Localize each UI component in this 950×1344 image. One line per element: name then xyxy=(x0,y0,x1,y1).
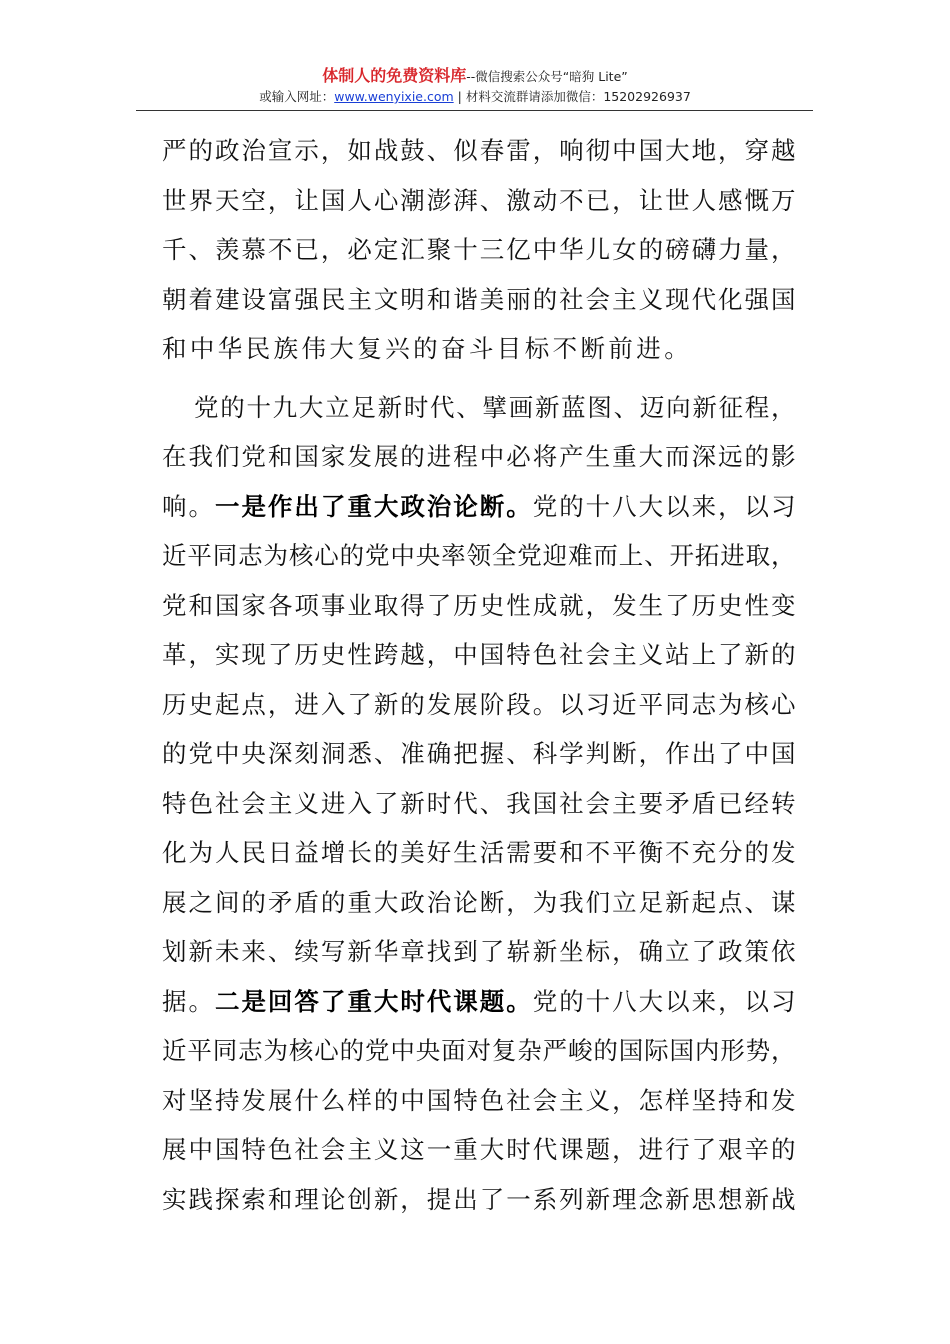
text-line: 在我们党和国家发展的进程中必将产生重大而深远的影 xyxy=(162,442,796,471)
text-line: 对坚持发展什么样的中国特色社会主义，怎样坚持和发 xyxy=(162,1085,796,1115)
text-line: 实践探索和理论创新，提出了一系列新理念新思想新战 xyxy=(162,1184,796,1214)
text-line: 展中国特色社会主义这一重大时代课题，进行了艰辛的 xyxy=(162,1135,796,1164)
text-line: 划新未来、续写新华章找到了崭新坐标，确立了政策依 xyxy=(162,937,796,966)
header-divider xyxy=(136,110,813,111)
text-line: 严的政治宣示，如战鼓、似春雷，响彻中国大地，穿越 xyxy=(162,136,796,165)
text-segment: 党的十八大以来，以习 xyxy=(532,986,797,1016)
header-url-prefix: 或输入网址： xyxy=(259,89,335,104)
header-contact xyxy=(0,88,950,106)
header-title: 体制人的免费资料库 xyxy=(322,66,467,85)
header-contact-suffix: | 材料交流群请添加微信：15202926937 xyxy=(453,89,691,104)
text-line: 的党中央深刻洞悉、准确把握、科学判断，作出了中国 xyxy=(162,739,796,768)
bold-heading-political-judgment: 一是作出了重大政治论断。 xyxy=(214,491,533,521)
text-segment: 据。 xyxy=(162,986,215,1016)
text-line: 革，实现了历史性跨越，中国特色社会主义站上了新的 xyxy=(162,640,796,669)
text-line: 近平同志为核心的党中央面对复杂严峻的国际国内形势， xyxy=(162,1036,796,1065)
text-line xyxy=(162,977,796,1027)
text-line: 党的十九大立足新时代、擘画新蓝图、迈向新征程， xyxy=(194,392,796,422)
document-header xyxy=(0,66,950,106)
header-url-link[interactable]: www.wenyixie.com xyxy=(334,89,454,104)
text-line: 化为人民日益增长的美好生活需要和不平衡不充分的发 xyxy=(162,838,796,867)
text-line: 世界天空，让国人心潮澎湃、激动不已，让世人感慨万 xyxy=(162,185,796,215)
bold-heading-era-topic: 二是回答了重大时代课题。 xyxy=(214,986,533,1016)
header-banner xyxy=(0,66,950,87)
header-subtitle: --微信搜索公众号“暗狗 Lite” xyxy=(466,69,628,84)
text-line: 党和国家各项事业取得了历史性成就，发生了历史性变 xyxy=(162,590,796,620)
text-segment: 党的十八大以来，以习 xyxy=(532,491,797,521)
text-line: 特色社会主义进入了新时代、我国社会主要矛盾已经转 xyxy=(162,788,796,818)
paragraph-2 xyxy=(162,383,796,1225)
text-segment: 响。 xyxy=(162,491,215,521)
text-line: 历史起点，进入了新的发展阶段。以习近平同志为核心 xyxy=(162,689,796,719)
text-line: 近平同志为核心的党中央率领全党迎难而上、开拓进取， xyxy=(162,541,796,570)
text-line xyxy=(162,482,796,532)
text-line: 展之间的矛盾的重大政治论断，为我们立足新起点、谋 xyxy=(162,887,796,917)
paragraph-1 xyxy=(162,126,796,374)
text-line: 和中华民族伟大复兴的奋斗目标不断前进。 xyxy=(162,334,693,363)
text-line: 千、羡慕不已，必定汇聚十三亿中华儿女的磅礴力量， xyxy=(162,235,796,264)
text-line: 朝着建设富强民主文明和谐美丽的社会主义现代化强国 xyxy=(162,284,796,314)
document-body xyxy=(162,126,796,1224)
